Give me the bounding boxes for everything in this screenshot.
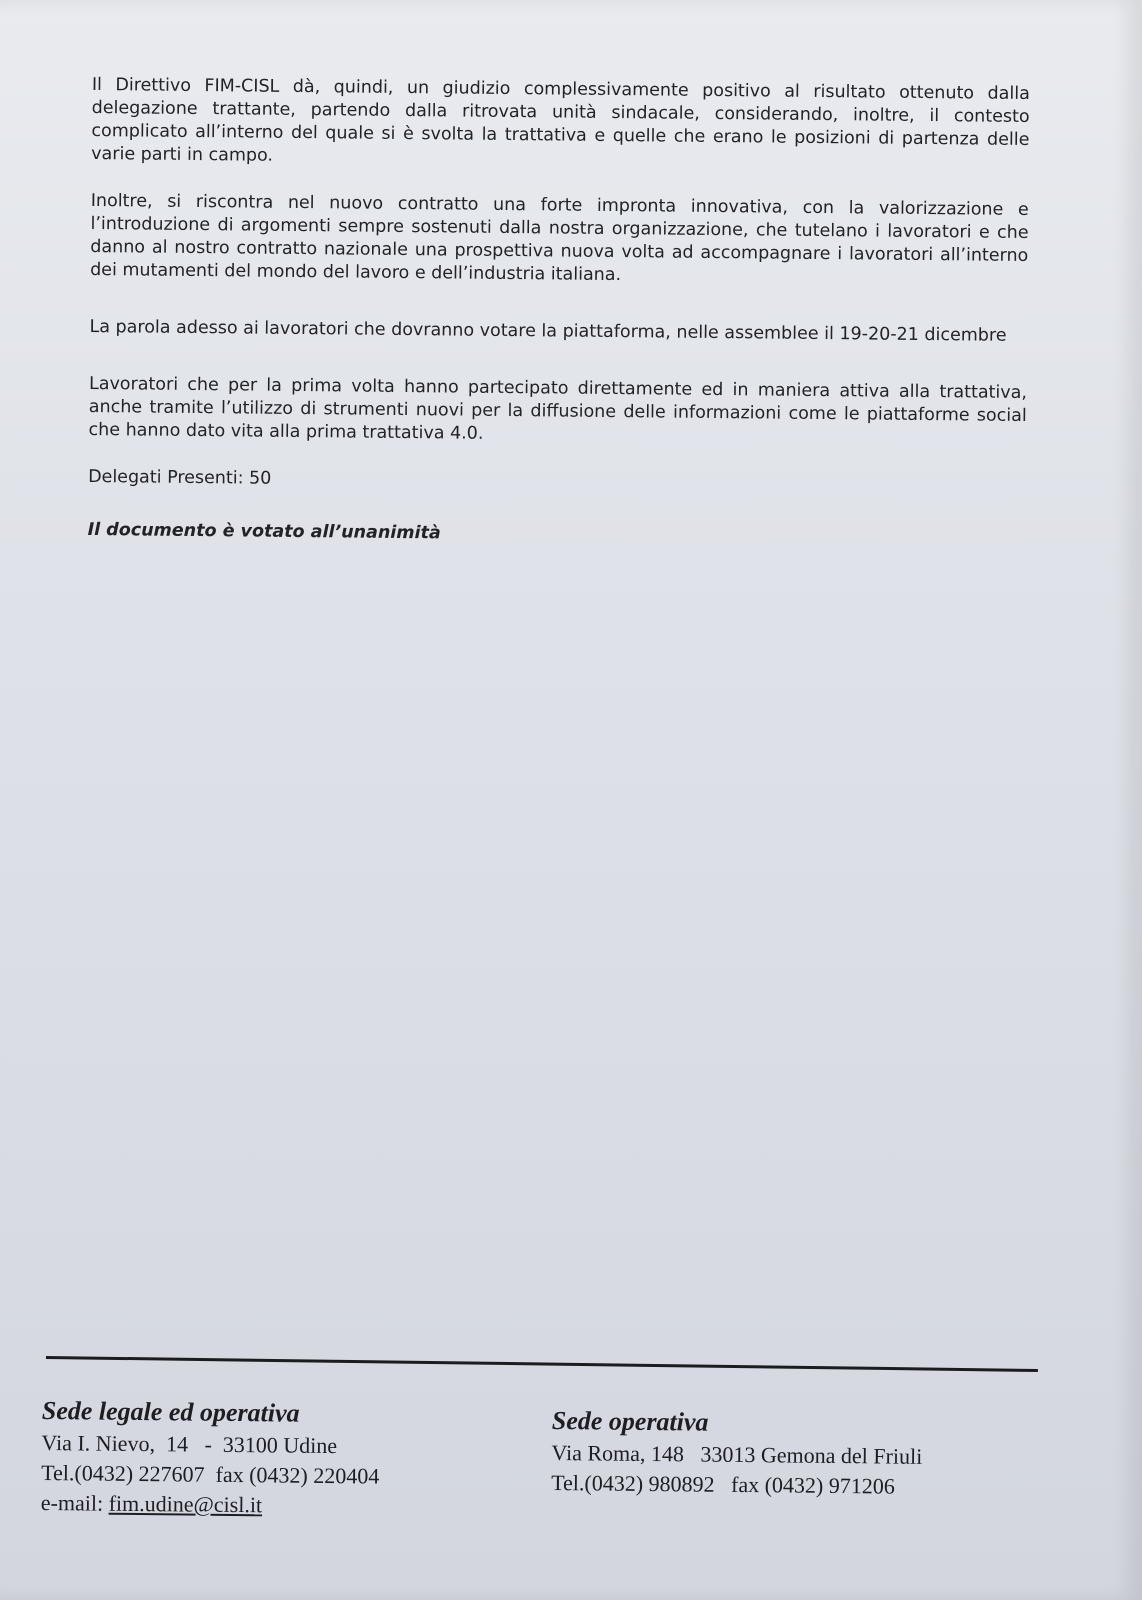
footer-left-phone: Tel.(0432) 227607 fax (0432) 220404 [41,1459,380,1489]
paragraph-impronta-innovativa: Inoltre, si riscontra nel nuovo contratto una forte impronta innovativa, con la valorizzazione e l’introduzione di argomenti sempre sostenuti dalla nostra organizzazione, che tutelano i lavoratori e che danno al nostro contratto nazionale una prospettiva nuova volta ad accompagnare i lavoratori all’interno dei mutamenti del mondo del lavoro e dell’industria italiana. [90,190,1029,286]
footer-sede-operativa [551,1404,1022,1503]
footer-email-link[interactable]: fim.udine@cisl.it [108,1490,263,1518]
footer-left-email-line [41,1488,501,1523]
footer-right-address: Via Roma, 148 33013 Gemona del Friuli [551,1439,923,1469]
paragraph-partecipazione: Lavoratori che per la prima volta hanno partecipato direttamente ed in maniera attiva alla trattativa, anche tramite l’utilizzo di strumenti nuovi per la diffusione delle informazioni come le piattaforme social che hanno dato vita alla prima trattativa 4.0. [88,373,1028,444]
footer-divider [46,1356,1038,1372]
footer-sede-legale [41,1394,502,1523]
delegates-count: Delegati Presenti: 50 [88,466,272,489]
document-body [87,74,1030,575]
paragraph-votazione: La parola adesso ai lavoratori che dovranno votare la piattaforma, nelle assemblee il 19-20-21 dicembre [89,316,1007,346]
vote-result: Il documento è votato all’unanimità [87,519,441,544]
footer-right-heading: Sede operativa [551,1405,709,1437]
footer-left-address: Via I. Nievo, 14 - 33100 Udine [41,1429,338,1459]
footer-right-phone: Tel.(0432) 980892 fax (0432) 971206 [551,1469,895,1499]
paragraph-giudizio: Il Direttivo FIM-CISL dà, quindi, un giudizio complessivamente positivo al risultato ottenuto dalla delegazione trattante, partendo dalla ritrovata unità sindacale, considerando, inoltre, il contesto complicato all’interno del quale si è svolta la trattativa e quelle che erano le posizioni di partenza delle varie parti in campo. [91,74,1030,166]
footer-email-label: e-mail: [40,1489,109,1516]
footer-left-heading: Sede legale ed operativa [41,1395,300,1428]
